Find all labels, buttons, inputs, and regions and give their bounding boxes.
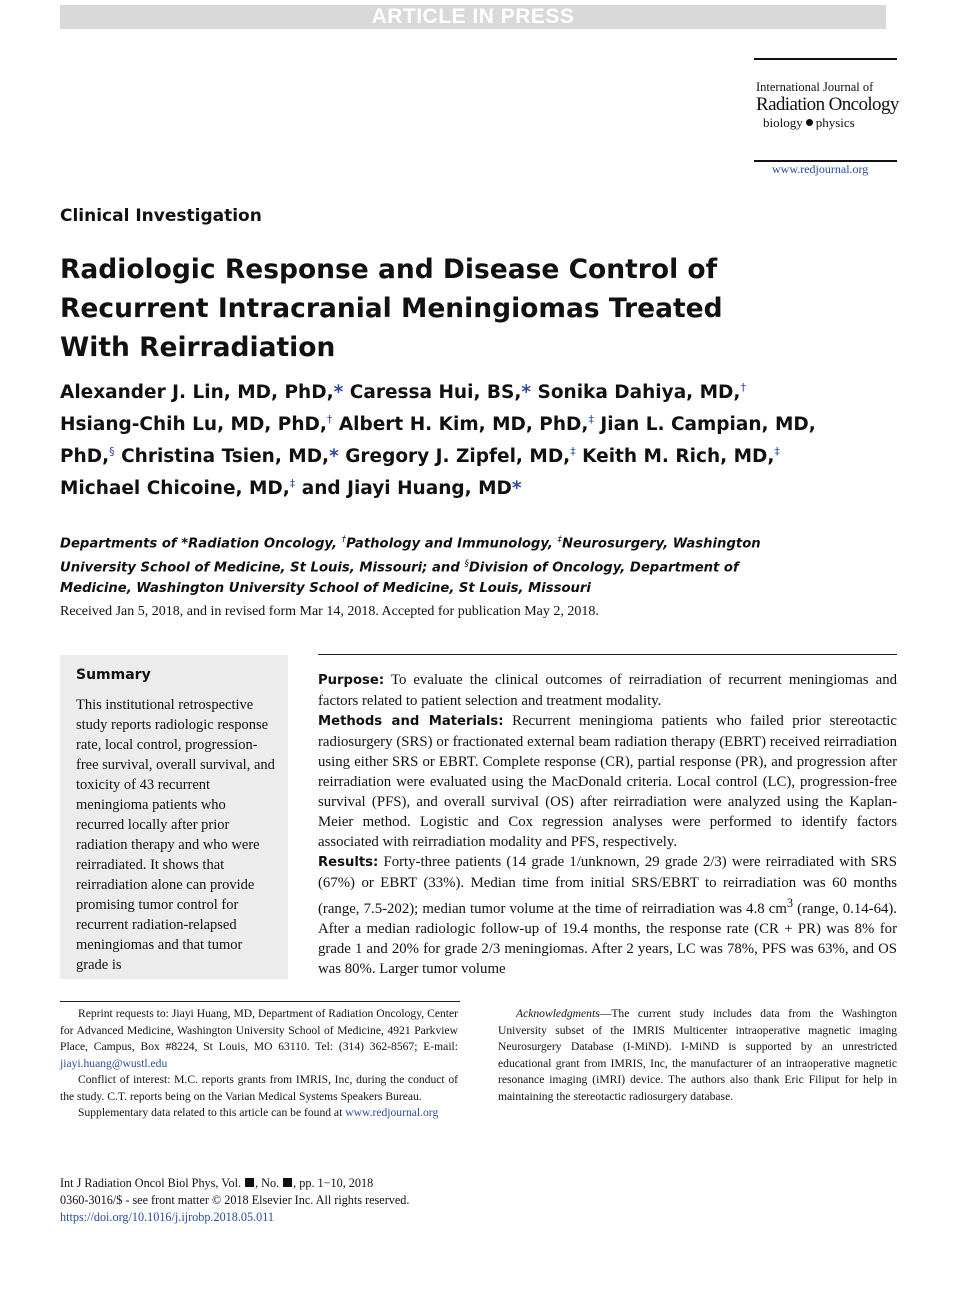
author-name: Hsiang-Chih Lu, MD, PhD, xyxy=(60,414,327,436)
article-title: Radiologic Response and Disease Control of Recurrent Intracranial Meningiomas Treated With Reirradiation xyxy=(60,254,723,363)
author-affiliation-mark: † xyxy=(740,381,746,394)
affiliation-mark: ‡ xyxy=(557,535,563,545)
section-label: Clinical Investigation xyxy=(60,206,262,226)
abstract-text: (range, 0.14-64). After a median radiologic follow-up of 19.4 months, the response rate (CR + PR) was 8% for grade 1 and 20% for grade 2/3 meningiomas. After 2 years, LC was 78%, PFS was 63%, and OS was 80%. Larger tumor volume xyxy=(318,900,898,977)
acknowledgments-label: Acknowledgments xyxy=(516,1007,600,1020)
conflict-of-interest: Conflict of interest: M.C. reports grants from IMRIS, Inc, during the conduct of the study. C.T. reports being on the Varian Medical Systems Speakers Bureau. xyxy=(60,1073,458,1103)
summary-heading: Summary xyxy=(76,667,151,683)
summary-text: This institutional retrospective study reports radiologic response rate, local control, progression-free survival, overall survival, and toxicity of 43 recurrent meningioma patients who recurred locally after prior radiation therapy and who were reirradiated. It shows that reirradiation alone can provide promising tumor control for recurrent radiation-relapsed meningiomas and that tumor grade is xyxy=(76,697,275,973)
bullet-dot-icon xyxy=(806,119,813,126)
footnote-rule xyxy=(60,1001,460,1002)
placeholder-square-icon xyxy=(283,1178,292,1187)
affiliation-text: Departments of *Radiation Oncology, xyxy=(60,536,342,552)
acknowledgments-paragraph xyxy=(498,1006,897,1105)
journal-name-line1: International Journal of xyxy=(756,80,874,94)
citation-text: , No. xyxy=(255,1176,283,1190)
footnote-text: Reprint requests to: Jiayi Huang, MD, Department of Radiation Oncology, Center for Advanced Medicine, Washington University School of Medicine, 4921 Parkview Place, Campus, Box #8224, St Louis, MO 63110. Tel: (314) 362-8567; E-mail: xyxy=(60,1007,458,1053)
affiliation-mark: † xyxy=(341,535,347,545)
footnote-text: Supplementary data related to this article can be found at xyxy=(78,1106,346,1119)
abstract-text: Forty-three patients (14 grade 1/unknown, 29 grade 2/3) were reirradiated with SRS (67%) or EBRT (33%). Median time from initial SRS/EBRT to reirradiation was 60 months (range, 7.5-202); median tumor volume at the time of reirradiation was 4.8 cm xyxy=(318,854,897,917)
footnotes-left xyxy=(60,1006,458,1122)
affiliation-mark: § xyxy=(464,559,469,570)
acknowledgments-text: —The current study includes data from the Washington University subset of the IMRIS Multicenter intraoperative magnetic imaging Neurosurgery Database (I-MiND). I-MiND is supported by an unrestricted educational grant from IMRIS, Inc, the manufacturer of an intraoperative magnetic resonance imaging (iMRI) device. The authors also thank Eric Filiput for help in maintaining the stereotactic radiosurgery database. xyxy=(498,1007,897,1103)
author-name: and Jiayi Huang, MD xyxy=(301,478,512,500)
article-in-press-banner: ARTICLE IN PRESS xyxy=(60,5,886,29)
email-link[interactable]: jiayi.huang@wustl.edu xyxy=(60,1056,168,1070)
author-name: Caressa Hui, BS, xyxy=(349,382,522,404)
placeholder-square-icon xyxy=(245,1178,254,1187)
citation-text: , pp. 1−10, 2018 xyxy=(293,1176,374,1190)
author-name: Christina Tsien, MD, xyxy=(121,446,330,468)
journal-logo xyxy=(754,58,897,162)
abstract-purpose xyxy=(318,670,897,711)
journal-name-line2: Radiation Oncology xyxy=(756,94,899,115)
citation-block xyxy=(60,1175,409,1225)
author-name: Keith M. Rich, MD, xyxy=(582,446,775,468)
reprint-requests xyxy=(60,1006,458,1072)
doi-link[interactable]: https://doi.org/10.1016/j.ijrobp.2018.05.011 xyxy=(60,1209,274,1224)
author-affiliation-mark: § xyxy=(109,445,115,459)
author-affiliation-mark: * xyxy=(329,446,339,468)
abstract-label: Methods and Materials: xyxy=(318,714,504,729)
abstract-methods xyxy=(318,711,897,852)
author-affiliation-mark: ‡ xyxy=(588,413,594,427)
abstract-text: To evaluate the clinical outcomes of reirradiation of recurrent meningiomas and factors related to patient selection and treatment modality. xyxy=(318,672,897,709)
author-affiliation-mark: † xyxy=(326,413,333,427)
author-affiliation-mark: * xyxy=(521,382,532,404)
author-name: Albert H. Kim, MD, PhD, xyxy=(338,414,589,436)
author-name: Michael Chicoine, MD, xyxy=(60,478,290,500)
abstract-top-rule xyxy=(318,654,897,655)
abstract-results xyxy=(318,852,897,979)
copyright-line: 0360-3016/$ - see front matter © 2018 Elsevier Inc. All rights reserved. xyxy=(60,1192,410,1207)
summary-box xyxy=(60,655,288,979)
journal-biology: biology xyxy=(763,115,803,130)
author-affiliation-mark: ‡ xyxy=(570,445,576,459)
author-affiliation-mark: * xyxy=(333,382,344,404)
supplementary-data xyxy=(60,1105,458,1122)
affiliation-text: Division of Oncology, Department of Medicine, Washington University School of Medicine, St Louis, Missouri xyxy=(60,560,739,596)
abstract-text: Recurrent meningioma patients who failed prior stereotactic radiosurgery (SRS) or fractionated external beam radiation therapy (EBRT) received reirradiation using either SRS or EBRT. Complete response (CR), partial response (PR), and progression after reirradiation were evaluated using the MacDonald criteria. Local control (LC), progression-free survival (PFS), and overall survival (OS) after reirradiation were analyzed using the Kaplan-Meier method. Logistic and Cox regression analyses were performed to identify factors associated with reirradiation modality and PFS, respectively. xyxy=(318,713,897,850)
author-name: Alexander J. Lin, MD, PhD, xyxy=(60,382,334,404)
journal-website-link[interactable]: www.redjournal.org xyxy=(772,162,869,176)
author-list xyxy=(60,374,820,503)
author-affiliation-mark: ‡ xyxy=(774,445,780,459)
superscript: 3 xyxy=(786,896,794,910)
supplementary-link[interactable]: www.redjournal.org xyxy=(345,1106,439,1119)
affiliations xyxy=(60,530,790,599)
author-name: Sonika Dahiya, MD, xyxy=(537,382,741,404)
received-dates: Received Jan 5, 2018, and in revised form Mar 14, 2018. Accepted for publication May 2, 2018. xyxy=(60,604,599,619)
abstract xyxy=(318,670,897,979)
author-affiliation-mark: * xyxy=(511,478,522,500)
journal-name-line3 xyxy=(763,115,855,131)
acknowledgments xyxy=(498,1006,897,1105)
affiliation-text: Pathology and Immunology, xyxy=(346,536,558,552)
author-name: Jian L. Campian, MD, PhD, xyxy=(60,414,816,468)
citation-line xyxy=(60,1175,409,1192)
affiliation-text: Neurosurgery, Washington University School of Medicine, St Louis, Missouri; and xyxy=(60,536,761,576)
citation-text: Int J Radiation Oncol Biol Phys, Vol. xyxy=(60,1176,245,1190)
abstract-label: Purpose: xyxy=(318,673,385,688)
author-name: Gregory J. Zipfel, MD, xyxy=(345,446,571,468)
journal-physics: physics xyxy=(815,115,855,130)
abstract-label: Results: xyxy=(318,855,379,870)
author-affiliation-mark: ‡ xyxy=(289,477,296,491)
